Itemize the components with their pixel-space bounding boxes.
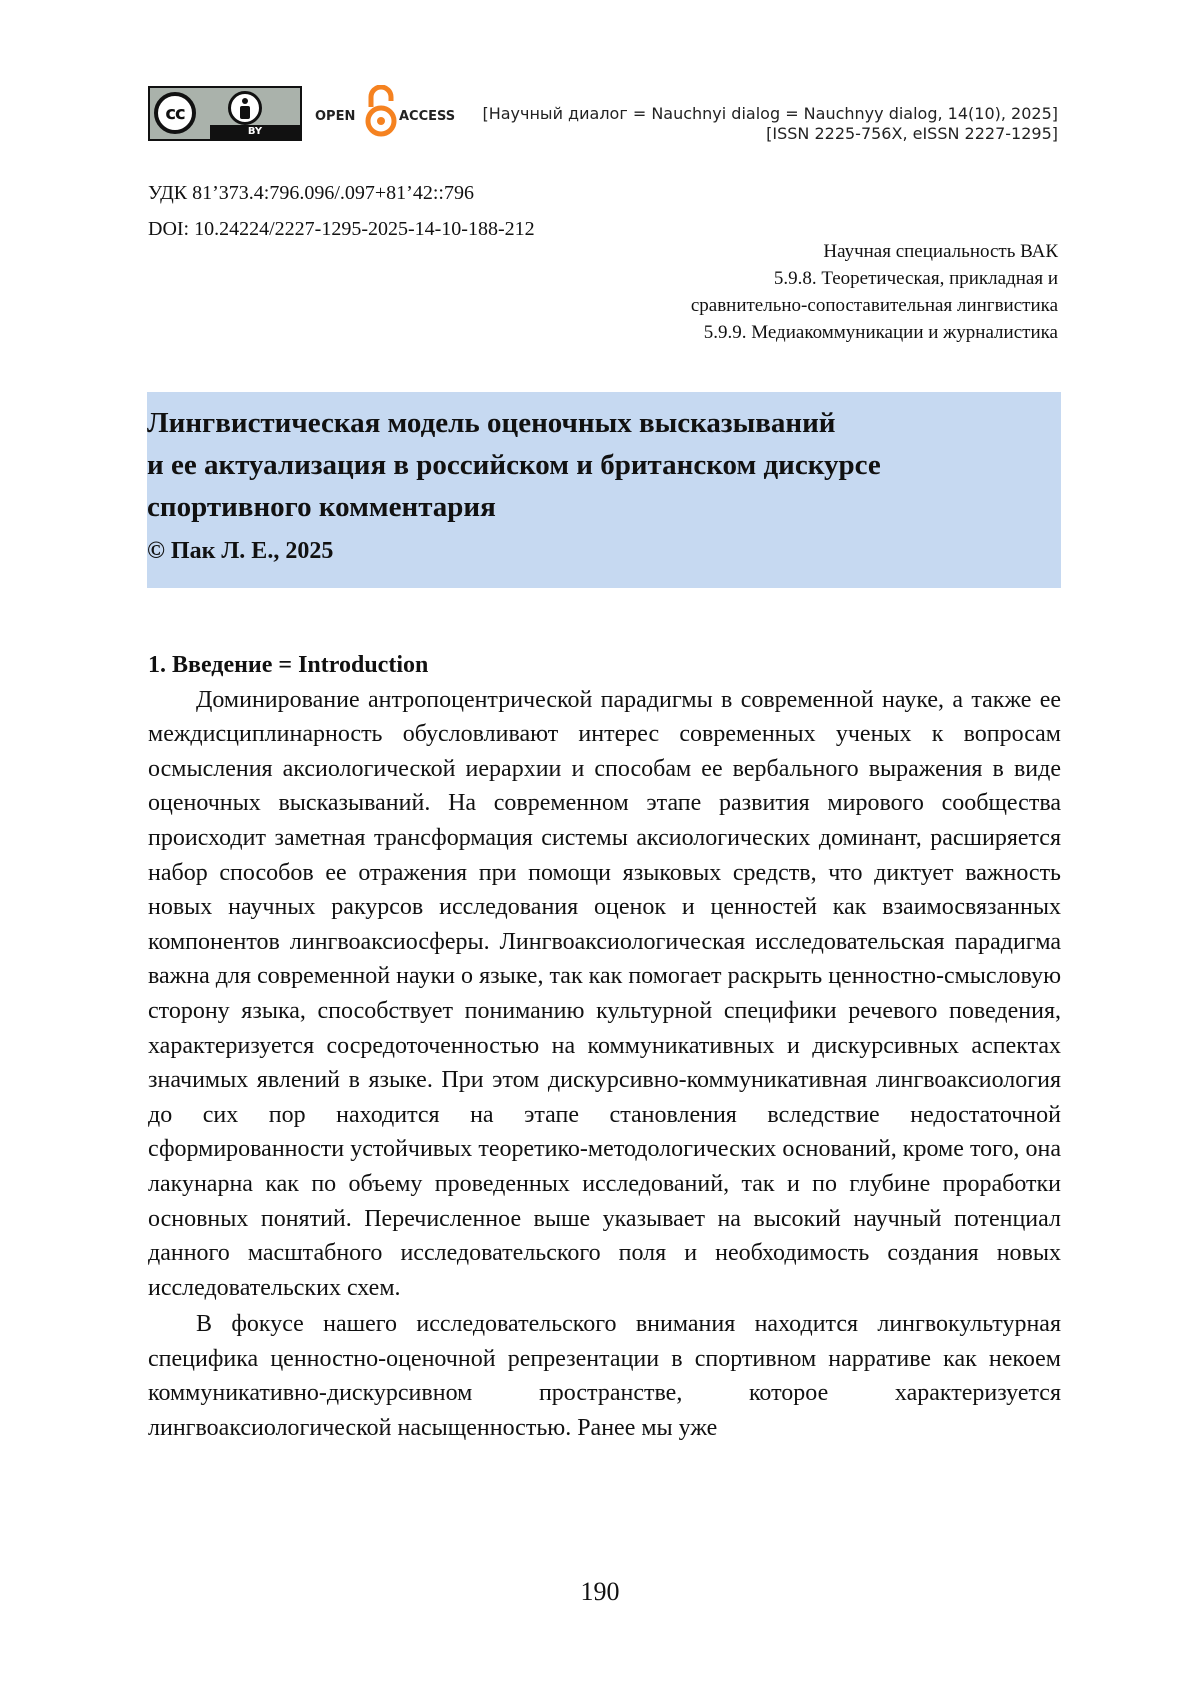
specialty-line-2: 5.9.8. Теоретическая, прикладная и (773, 268, 1058, 289)
journal-citation (482, 104, 1058, 144)
udc-code: УДК 81’373.4:796.096/.097+81’42::796 (148, 182, 474, 204)
body-paragraph-2: В фокусе нашего исследовательского внимания находится лингвокультурная специфика ценностно-оценочной репрезентации в спортивном нарративе как некоем коммуникативно-дискурсивном пространстве, которое характеризуется лингвоаксиологической насыщенностью. Ранее мы уже (148, 1311, 1061, 1442)
article-identifiers (148, 175, 535, 247)
section-heading: 1. Введение = Introduction (148, 652, 429, 678)
specialty-line-1: Научная специальность ВАК (823, 241, 1058, 262)
specialty-line-3: сравнительно-сопоставительная лингвистика (690, 295, 1058, 316)
attribution-person-icon (228, 91, 262, 125)
body-paragraph-1: Доминирование антропоцентрической парадигмы в современной науке, а также ее междисциплинарность обусловливают интерес современных ученых к вопросам осмысления аксиологической иерархии и способам ее вербального выражения в виде оценочных высказываний. На современном этапе развития мирового сообщества происходит заметная трансформация системы аксиологических доминант, расширяется набор способов ее отражения при помощи языковых средств, что диктует важность новых научных ракурсов исследования оценок и ценностей как взаимосвязанных компонентов лингвоаксиосферы. Лингвоаксиологическая исследовательская парадигма важна для современной науки о языке, так как помогает раскрыть ценностно-смысловую сторону языка, способствует пониманию культурной специфики речевого поведения, характеризуется сосредоточенностью на коммуникативных и дискурсивных аспектах значимых явлений в языке. При этом дискурсивно-коммуникативная лингвоаксиология до сих пор находится на этапе становления вследствие недостаточной сформированности устойчивых теоретико-методологических оснований, кроме того, она лакунарна как по объему проведенных исследований, так и по глубине проработки основных понятий. Перечисленное выше указывает на высокий научный потенциал данного масштабного исследовательского поля и необходимость создания новых исследовательских схем. (148, 686, 1061, 1301)
article-body (148, 648, 1061, 1446)
citation-line-1: [Научный диалог = Nauchnyi dialog = Nauchnyy dialog, 14(10), 2025] (482, 104, 1058, 123)
doi[interactable]: DOI: 10.24224/2227-1295-2025-14-10-188-212 (148, 218, 535, 240)
page-number: 190 (580, 1577, 620, 1606)
citation-line-2: [ISSN 2225-756X, eISSN 2227-1295] (766, 124, 1058, 143)
open-access-open-text: OPEN (315, 109, 356, 124)
cc-label: cc (165, 102, 185, 124)
by-label: BY (210, 125, 300, 139)
open-lock-icon (363, 85, 399, 137)
vak-specialty (691, 238, 1058, 346)
open-access-logo (315, 85, 465, 140)
specialty-line-4: 5.9.9. Медиакоммуникации и журналистика (703, 322, 1058, 343)
article-title: Лингвистическая модель оценочных высказываний и ее актуализация в российском и британском дискурсе спортивного комментария (147, 407, 881, 523)
open-access-access-text: ACCESS (399, 109, 456, 124)
title-block (147, 392, 1061, 588)
copyright-author: © Пак Л. Е., 2025 (147, 538, 334, 564)
cc-icon (154, 92, 196, 134)
cc-by-license-badge[interactable] (148, 86, 302, 141)
